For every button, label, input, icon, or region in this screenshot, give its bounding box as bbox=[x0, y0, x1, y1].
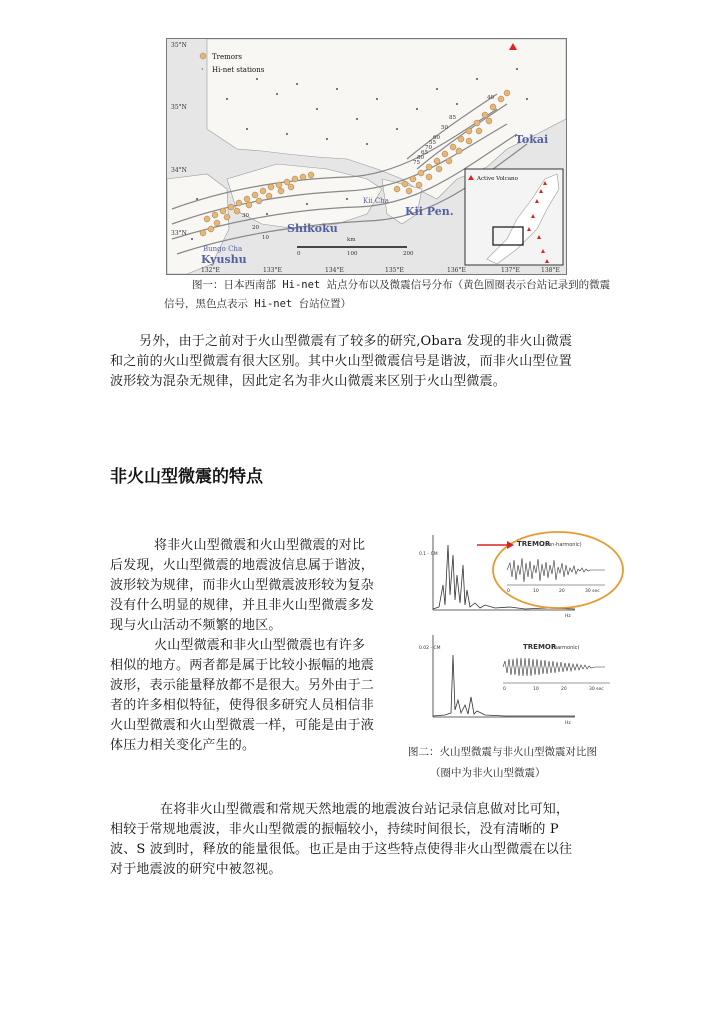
svg-text:100: 100 bbox=[347, 251, 358, 257]
para3-line-1: 在将非火山型微震和常规天然地震的地震波台站记录信息做对比可知， bbox=[160, 802, 570, 817]
inset-map bbox=[465, 169, 563, 265]
para3-line-3: 波、S 波到时，释放的能量很低。也正是由于这些特点使得非火山型微震在以往 bbox=[110, 842, 573, 857]
svg-text:10: 10 bbox=[533, 687, 539, 692]
label-kyushu: Kyushu bbox=[201, 253, 247, 266]
label-tokai: Tokai bbox=[515, 133, 549, 146]
svg-text:30: 30 bbox=[242, 213, 249, 219]
svg-text:km: km bbox=[347, 237, 356, 243]
svg-text:·: · bbox=[201, 65, 204, 74]
svg-text:60: 60 bbox=[433, 135, 440, 141]
svg-text:35°N: 35°N bbox=[171, 104, 187, 111]
svg-text:0.1 - CM: 0.1 - CM bbox=[419, 552, 438, 557]
svg-text:20: 20 bbox=[559, 589, 565, 594]
para2-line-4: 没有什么明显的规律，并且非火山型微震多发 bbox=[110, 598, 375, 613]
para1-line-1: 另外，由于之前对于火山型微震有了较多的研究,Obara 发现的非火山微震 bbox=[139, 334, 573, 349]
tremor-comparison-svg bbox=[415, 525, 625, 730]
svg-text:0: 0 bbox=[503, 687, 506, 692]
label-kii-cha: Kii Cha bbox=[363, 197, 389, 205]
svg-text:40: 40 bbox=[487, 95, 494, 101]
para2-line-5: 现与火山活动不频繁的地区。 bbox=[110, 618, 282, 633]
para2-line-1: 将非火山型微震和火山型微震的对比 bbox=[154, 538, 366, 553]
svg-text:20: 20 bbox=[561, 687, 567, 692]
figure-1-map bbox=[166, 38, 567, 275]
japan-map-svg bbox=[167, 39, 566, 274]
figure-1-caption-line-1: 图一：日本西南部 Hi-net 站点分布以及微震信号分布（黄色圆圈表示台站记录到的微震 bbox=[192, 279, 611, 291]
svg-text:34°N: 34°N bbox=[171, 167, 187, 174]
svg-text:30 sec: 30 sec bbox=[589, 687, 604, 692]
svg-text:Active Volcano: Active Volcano bbox=[477, 176, 518, 182]
figure-2-caption-line-2: （圈中为非火山型微震） bbox=[430, 767, 546, 779]
svg-text:TREMOR: TREMOR bbox=[523, 643, 557, 651]
label-shikoku: Shikoku bbox=[287, 222, 338, 235]
svg-text:50: 50 bbox=[441, 125, 448, 131]
label-kii-pen: Kii Pen. bbox=[405, 205, 454, 218]
svg-text:TREMOR: TREMOR bbox=[517, 540, 551, 548]
svg-text:134°E: 134°E bbox=[325, 267, 344, 274]
legend-tremors: Tremors bbox=[212, 53, 242, 61]
para2-line-8: 波形，表示能量释放都不是很大。另外由于二 bbox=[110, 678, 375, 693]
label-bungo: Bungo Cha bbox=[203, 245, 243, 253]
para2-line-9: 者的许多相似特征，使得很多研究人员相信非 bbox=[110, 698, 375, 713]
svg-text:(non-harmonic): (non-harmonic) bbox=[543, 542, 582, 548]
svg-text:0: 0 bbox=[507, 589, 510, 594]
svg-text:80: 80 bbox=[417, 155, 424, 161]
para3-line-4: 对于地震波的研究中被忽视。 bbox=[110, 862, 282, 877]
figure-1-caption-line-2: 信号，黑色点表示 Hi-net 台站位置） bbox=[164, 298, 352, 310]
svg-text:137°E: 137°E bbox=[501, 267, 520, 274]
para1-line-2: 和之前的火山型微震有很大区别。其中火山型微震信号是谐波，而非火山型位置 bbox=[110, 354, 573, 369]
legend-stations: Hi-net stations bbox=[212, 66, 265, 74]
svg-text:85: 85 bbox=[449, 115, 456, 121]
svg-text:65: 65 bbox=[421, 150, 428, 156]
svg-text:10: 10 bbox=[262, 235, 269, 241]
para2-line-10: 火山型微震和火山型微震一样，可能是由于液 bbox=[110, 718, 375, 733]
svg-text:75: 75 bbox=[413, 160, 420, 166]
para2-line-2: 后发现，火山型微震的地震波信息属于谐波， bbox=[110, 558, 375, 573]
para2-line-7: 相似的地方。两者都是属于比较小振幅的地震 bbox=[110, 658, 375, 673]
para2-line-6: 火山型微震和非火山型微震也有许多 bbox=[154, 638, 366, 653]
svg-text:0.02 - CM: 0.02 - CM bbox=[419, 646, 441, 651]
svg-text:55: 55 bbox=[429, 140, 436, 146]
para3-line-2: 相较于常规地震波，非火山型微震的振幅较小，持续时间很长，没有清晰的 P bbox=[110, 822, 559, 837]
svg-text:Hz: Hz bbox=[565, 721, 571, 726]
svg-text:35°N: 35°N bbox=[171, 42, 187, 49]
svg-text:136°E: 136°E bbox=[447, 267, 466, 274]
svg-text:30 sec: 30 sec bbox=[585, 589, 600, 594]
svg-text:70: 70 bbox=[425, 145, 432, 151]
para1-line-3: 波形较为混杂无规律，因此定名为非火山微震来区别于火山型微震。 bbox=[110, 374, 507, 389]
svg-text:138°E: 138°E bbox=[541, 267, 560, 274]
para2-line-3: 波形较为规律，而非火山型微震波形较为复杂 bbox=[110, 578, 375, 593]
top-spectrum-line bbox=[433, 545, 575, 609]
para2-line-11: 体压力相关变化产生的。 bbox=[110, 738, 256, 753]
svg-text:10: 10 bbox=[533, 589, 539, 594]
svg-text:132°E: 132°E bbox=[201, 267, 220, 274]
svg-text:200: 200 bbox=[403, 251, 414, 257]
svg-text:33°N: 33°N bbox=[171, 230, 187, 237]
figure-2-caption-line-1: 图二：火山型微震与非火山型微震对比图 bbox=[408, 746, 597, 758]
svg-text:Hz: Hz bbox=[565, 614, 571, 619]
svg-text:20: 20 bbox=[252, 225, 259, 231]
non-harmonic-waveform bbox=[507, 558, 605, 582]
harmonic-waveform bbox=[503, 658, 605, 676]
figure-2-tremor-comparison bbox=[415, 525, 625, 730]
svg-text:133°E: 133°E bbox=[263, 267, 282, 274]
section-heading: 非火山型微震的特点 bbox=[110, 467, 263, 487]
svg-text:0: 0 bbox=[297, 251, 301, 257]
svg-text:(harmonic): (harmonic) bbox=[552, 645, 580, 651]
svg-text:135°E: 135°E bbox=[385, 267, 404, 274]
